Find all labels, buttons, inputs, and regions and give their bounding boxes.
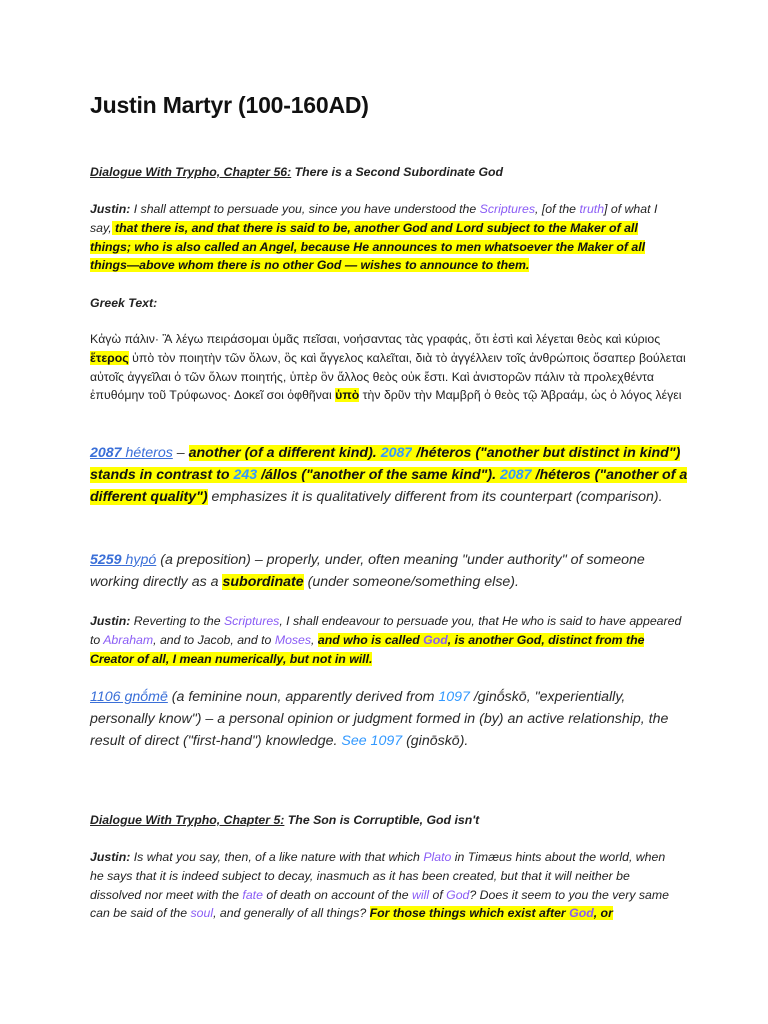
highlighted-word: ὑπὸ — [335, 388, 360, 403]
strongs-link-2087[interactable]: 2087 — [500, 467, 532, 483]
paragraph-justin-2 — [90, 612, 682, 668]
text: , and generally of all things? — [213, 906, 370, 921]
heading-ref: Dialogue With Trypho, Chapter 56: — [90, 165, 292, 179]
text: in Timæus hints about the world, when he says that it is indeed subject to decay, inasmuch as it has been created, but that it will neither be dissolved nor meet with the — [90, 850, 666, 902]
paragraph-justin-3 — [90, 848, 682, 923]
text: ὑπὸ τὸν ποιητὴν τῶν ὅλων, ὃς καὶ ἄγγελος καλεῖται, διὰ τὸ ἀγγέλλειν τοῖς ἀνθρώποις ὅσαπερ βούλεται αὐτοῖς ἀγγεῖλαι ὁ τῶν ὅλων ποιητής, ὑπὲρ ὃν ἄλλος θεὸς οὐκ ἔστι. Καὶ ἀνιστορῶν πάλιν τὰ προλεχθέντα ἐπυθόμην τοῦ Τρύφωνος· Δοκεῖ σοι ὀφθῆναι — [90, 350, 686, 403]
link-moses[interactable]: Moses — [274, 632, 312, 647]
strongs-word[interactable]: héteros — [121, 445, 173, 461]
definition-5259 — [90, 549, 690, 593]
text: emphasizes it is qualitatively different from its counterpart (comparison). — [207, 489, 663, 505]
text: – — [172, 445, 189, 461]
text: ] of what I say, — [90, 202, 658, 235]
text: , — [311, 632, 318, 647]
highlighted-text: , or — [593, 906, 613, 921]
link-god[interactable]: God — [569, 906, 594, 921]
see-link-1097[interactable]: See 1097 — [341, 733, 403, 749]
highlighted-text: another (of a different kind). — [188, 445, 381, 461]
paragraph-justin-1 — [90, 200, 682, 275]
page-title: Justin Martyr (100-160AD) — [90, 92, 369, 118]
link-scriptures[interactable]: Scriptures — [479, 202, 535, 216]
highlighted-text: For those things which exist after — [369, 906, 570, 921]
text: /ginṓskō, "experientially, personally know") – a personal opinion or judgment formed in (by) an active relationship, the result of direct ("first-hand") knowledge. — [90, 689, 669, 749]
link-god[interactable]: God — [446, 887, 470, 902]
highlighted-text: that there is, and that there is said to be, another God and Lord subject to the Maker of all things; who is also called an Angel, because He announces to men whatsoever the Maker of all things—above whom there is no other God — wishes to announce to them. — [90, 220, 646, 273]
strongs-word[interactable]: gnṓmē — [120, 689, 168, 705]
text: of death on account of the — [262, 887, 412, 902]
highlighted-word: subordinate — [222, 574, 304, 590]
text: (a preposition) – properly, under, often meaning "under authority" of someone working directly as a — [90, 552, 645, 590]
link-soul[interactable]: soul — [190, 906, 214, 921]
strongs-word[interactable]: hypó — [121, 552, 157, 568]
text: , and to Jacob, and to — [153, 632, 275, 647]
strongs-link-1106[interactable]: 1106 — [90, 689, 121, 705]
strongs-link-5259[interactable]: 5259 — [90, 552, 122, 568]
text: Reverting to the — [130, 614, 224, 628]
text: I shall attempt to persuade you, since you have understood the — [130, 202, 480, 216]
text: Κἀγὼ πάλιν· Ἃ λέγω πειράσομαι ὑμᾶς πεῖσαι, νοήσαντας τὰς γραφάς, ὅτι ἐστὶ καὶ λέγεται θεὸς καὶ κύριος — [90, 332, 661, 346]
highlighted-text: /állos ("another of the same kind"). — [257, 467, 500, 483]
speaker-label: Justin: — [90, 614, 131, 628]
heading-text: There is a Second Subordinate God — [291, 165, 504, 179]
text: (under someone/something else). — [303, 574, 519, 590]
heading-text: The Son is Corruptible, God isn't — [284, 813, 480, 827]
text: of — [429, 887, 447, 902]
link-abraham[interactable]: Abraham — [103, 632, 154, 647]
strongs-link-243[interactable]: 243 — [233, 467, 258, 483]
highlighted-text: /héteros ("another but distinct in kind") stands in contrast to — [90, 445, 681, 483]
strongs-link-2087[interactable]: 2087 — [90, 445, 122, 461]
text: , I shall endeavour to persuade you, that He who is said to have appeared to — [90, 614, 682, 647]
greek-label: Greek Text: — [90, 296, 158, 310]
strongs-link-1097[interactable]: 1097 — [438, 689, 470, 705]
highlighted-text: , is another God, distinct from the Creator of all, I mean numerically, but not in will. — [90, 632, 645, 666]
definition-2087 — [90, 442, 690, 508]
link-truth[interactable]: truth — [579, 202, 605, 216]
highlighted-word: ἕτερος — [90, 350, 129, 365]
definition-1106 — [90, 686, 690, 752]
greek-text — [90, 330, 688, 405]
link-scriptures[interactable]: Scriptures — [223, 614, 280, 628]
text: Is what you say, then, of a like nature with that which — [130, 850, 424, 864]
text: (a feminine noun, apparently derived from — [167, 689, 439, 705]
highlighted-text: /héteros ("another of a different quality") — [90, 467, 688, 505]
text: ? Does it seem to you the very same can be said of the — [90, 887, 669, 921]
link-fate[interactable]: fate — [242, 887, 263, 902]
heading-ref: Dialogue With Trypho, Chapter 5: — [90, 813, 285, 827]
section-heading-ch56 — [90, 163, 682, 182]
text: (ginōskō). — [402, 733, 469, 749]
text: τὴν δρῦν τὴν Μαμβρῆ ὁ θεὸς τῷ Ἀβραάμ, ὡς ὁ λόγος λέγει — [359, 388, 682, 403]
strongs-link-2087[interactable]: 2087 — [380, 445, 413, 461]
text: , [of the — [535, 202, 580, 216]
section-heading-ch5 — [90, 811, 682, 830]
link-plato[interactable]: Plato — [423, 850, 452, 864]
link-will[interactable]: will — [411, 887, 430, 902]
highlighted-text: and who is called — [317, 632, 424, 647]
link-god[interactable]: God — [423, 632, 448, 647]
speaker-label: Justin: — [90, 202, 131, 216]
speaker-label: Justin: — [90, 850, 131, 864]
